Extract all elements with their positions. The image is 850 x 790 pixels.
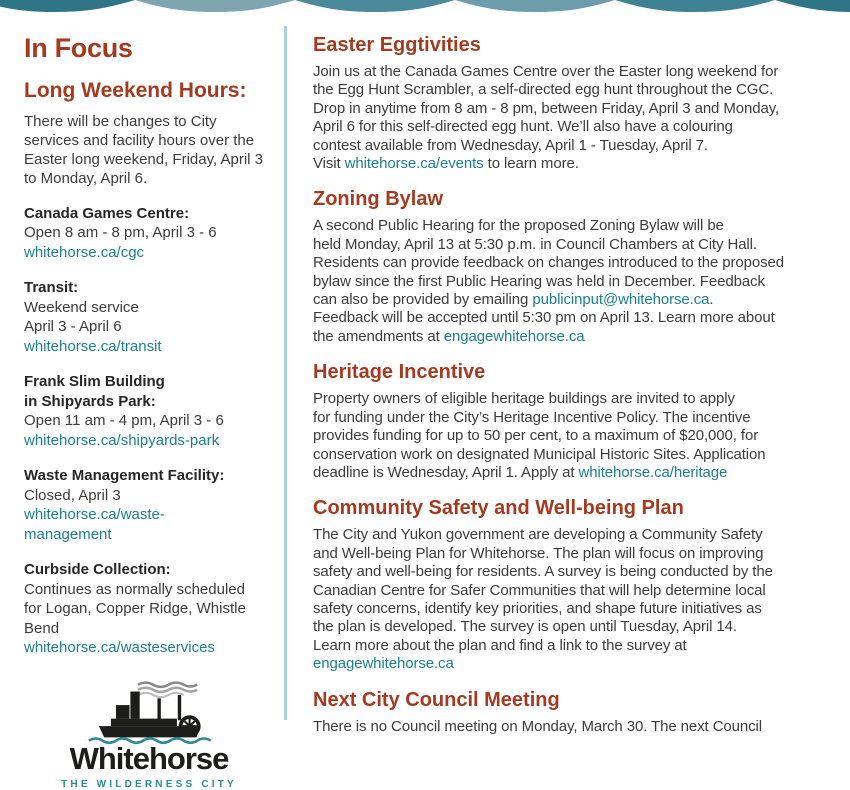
article-section bbox=[313, 497, 832, 673]
sidebar-item-link[interactable]: whitehorse.ca/wasteservices bbox=[24, 639, 215, 657]
main-sections bbox=[313, 34, 832, 736]
section-paragraph bbox=[313, 63, 832, 173]
article-section bbox=[313, 689, 832, 736]
text-run: provides funding for up to 50 per cent, to a maximum of $20,000, for bbox=[313, 427, 759, 445]
sidebar-item-text: Open 8 am - 8 pm, April 3 - 6 bbox=[24, 224, 217, 242]
section-title: Easter Eggtivities bbox=[313, 34, 481, 56]
text-run: safety and well-being for residents. A survey is being conducted by the bbox=[313, 563, 773, 581]
sidebar-item-text: for Logan, Copper Ridge, Whistle bbox=[24, 600, 246, 618]
text-run: Join us at the Canada Games Centre over the Easter long weekend for bbox=[313, 63, 779, 80]
section-title: Zoning Bylaw bbox=[313, 188, 443, 211]
main-content bbox=[287, 26, 850, 735]
text-run: conservation work on designated Municipal Historic Sites. Application bbox=[313, 445, 766, 463]
sidebar-title: In Focus bbox=[24, 33, 133, 63]
sidebar-item-text: Continues as normally scheduled bbox=[24, 580, 245, 598]
inline-link[interactable]: publicinput@whitehorse.ca bbox=[532, 291, 710, 309]
logo-wordmark: Whitehorse bbox=[69, 740, 229, 776]
whitehorse-logo bbox=[24, 678, 274, 790]
logo-tagline: THE WILDERNESS CITY bbox=[61, 778, 237, 790]
sidebar-item bbox=[24, 372, 274, 450]
sidebar-item-label: Transit: bbox=[24, 279, 79, 297]
inline-link[interactable]: whitehorse.ca/events bbox=[344, 155, 484, 173]
text-run: The City and Yukon government are developing a Community Safety bbox=[313, 526, 763, 544]
sidebar-item bbox=[24, 466, 274, 544]
section-paragraph bbox=[313, 718, 832, 736]
article-section bbox=[313, 361, 832, 482]
page-layout bbox=[0, 26, 850, 790]
sidebar-items bbox=[24, 204, 274, 658]
text-run: the plan is developed. The survey is open until Tuesday, April 14. bbox=[313, 618, 737, 636]
sidebar-item-link[interactable]: whitehorse.ca/cgc bbox=[24, 243, 145, 261]
text-run: to learn more. bbox=[483, 155, 579, 173]
text-run: Visit bbox=[313, 155, 345, 173]
text-run: safety concerns, identify key priorities, and shape future initiatives as bbox=[313, 599, 762, 617]
sidebar-item bbox=[24, 204, 274, 263]
sidebar-item-text: Bend bbox=[24, 619, 60, 637]
section-title: Community Safety and Well-being Plan bbox=[313, 497, 684, 520]
sidebar-item-text: Open 11 am - 4 pm, April 3 - 6 bbox=[24, 412, 224, 430]
text-run: Canadian Centre for Safer Communities that will help determine local bbox=[313, 581, 766, 599]
sidebar-item-link[interactable]: whitehorse.ca/shipyards-park bbox=[24, 431, 220, 449]
text-run: Drop in anytime from 8 am - 8 pm, between Friday, April 3 and Monday, bbox=[313, 99, 780, 117]
text-run: There is no Council meeting on Monday, March 30. The next Council bbox=[313, 717, 763, 735]
text-run: April 6 for this self-directed egg hunt. We’ll also have a colouring bbox=[313, 118, 733, 136]
sidebar-section-title: Long Weekend Hours: bbox=[24, 78, 247, 102]
sidebar-item-link[interactable]: whitehorse.ca/transit bbox=[24, 337, 162, 355]
sidebar-item-text: April 3 - April 6 bbox=[24, 318, 122, 336]
text-run: for funding under the City’s Heritage Incentive Policy. The incentive bbox=[313, 408, 751, 426]
text-run: Learn more about the plan and find a link to the survey at bbox=[313, 636, 687, 654]
sidebar-intro: There will be changes to City services and facility hours over the Easter long weekend, Friday, April 3 to Monday, April 6. bbox=[24, 112, 264, 187]
article-section bbox=[313, 188, 832, 346]
text-run: . bbox=[709, 291, 714, 309]
sidebar-item bbox=[24, 278, 274, 356]
text-run: bylaw since the first Public Hearing was held in December. Feedback bbox=[313, 272, 765, 290]
sidebar-item-label: Waste Management Facility: bbox=[24, 467, 225, 485]
sidebar-item-text: Closed, April 3 bbox=[24, 486, 121, 504]
text-run: Residents can provide feedback on changes introduced to the proposed bbox=[313, 254, 785, 272]
text-run: A second Public Hearing for the proposed Zoning Bylaw will be bbox=[313, 217, 724, 235]
text-run: Feedback will be accepted until 5:30 pm on April 13. Learn more about bbox=[313, 309, 775, 327]
section-title: Next City Council Meeting bbox=[313, 688, 560, 711]
text-run: contest available from Wednesday, April 1 - Tuesday, April 7. bbox=[313, 136, 708, 154]
text-run: the amendments at bbox=[313, 327, 444, 345]
text-run: Property owners of eligible heritage buildings are invited to apply bbox=[313, 390, 735, 408]
section-paragraph bbox=[313, 526, 832, 673]
sidebar-item-label: Canada Games Centre: bbox=[24, 204, 190, 222]
text-run: can also be provided by emailing bbox=[313, 291, 533, 309]
text-run: the Egg Hunt Scrambler, a self-directed egg hunt throughout the CGC. bbox=[313, 81, 774, 99]
section-title: Heritage Incentive bbox=[313, 361, 486, 384]
sidebar-item-label: Curbside Collection: bbox=[24, 561, 171, 579]
inline-link[interactable]: whitehorse.ca/heritage bbox=[578, 463, 728, 481]
wave-banner bbox=[0, 0, 850, 14]
text-run: deadline is Wednesday, April 1. Apply at bbox=[313, 463, 579, 481]
section-paragraph bbox=[313, 217, 832, 346]
sidebar-item-link[interactable]: whitehorse.ca/waste- management bbox=[24, 506, 165, 543]
sidebar-item-label: Frank Slim Building in Shipyards Park: bbox=[24, 373, 165, 410]
wave-shapes bbox=[0, 0, 850, 12]
inline-link[interactable]: engagewhitehorse.ca bbox=[443, 327, 585, 345]
article-section bbox=[313, 34, 832, 173]
inline-link[interactable]: engagewhitehorse.ca bbox=[313, 655, 454, 673]
text-run: held Monday, April 13 at 5:30 p.m. in Council Chambers at City Hall. bbox=[313, 235, 757, 253]
in-focus-sidebar bbox=[0, 26, 274, 790]
text-run: and Well-being Plan for Whitehorse. The plan will focus on improving bbox=[313, 544, 764, 562]
section-paragraph bbox=[313, 390, 832, 482]
steamboat-logo-icon bbox=[74, 678, 224, 744]
sidebar-item bbox=[24, 560, 274, 658]
sidebar-item-text: Weekend service bbox=[24, 298, 139, 316]
